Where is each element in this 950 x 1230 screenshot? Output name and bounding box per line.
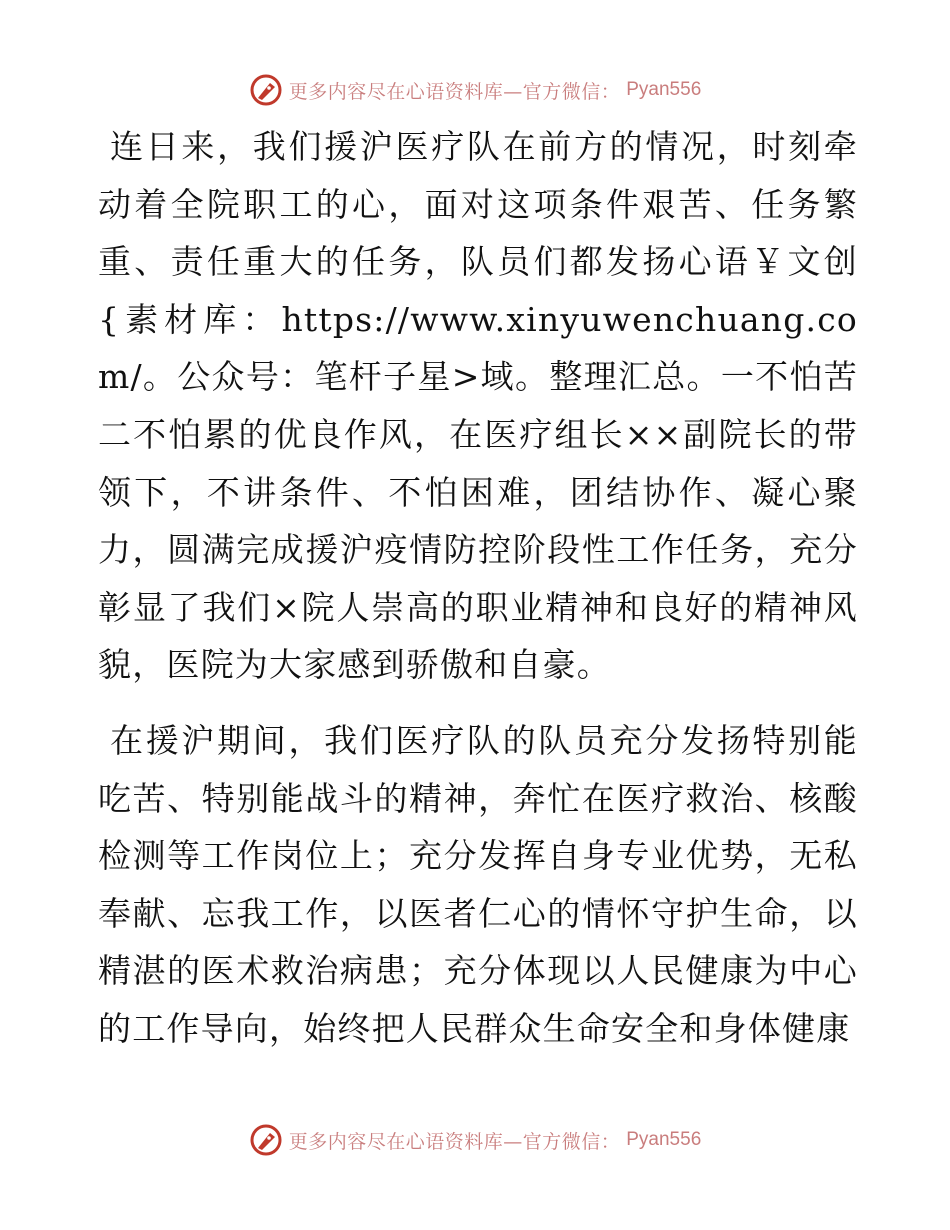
- watermark-text: 更多内容尽在心语资料库—官方微信：: [288, 1130, 621, 1153]
- pen-nib-circle-icon: [249, 73, 283, 107]
- watermark-wechat-id: Pyan556: [626, 79, 702, 100]
- watermark-text: 更多内容尽在心语资料库—官方微信：: [288, 80, 621, 103]
- document-body: [98, 118, 858, 1076]
- header-watermark: [0, 70, 950, 110]
- paragraph-1: 连日来，我们援沪医疗队在前方的情况，时刻牵动着全院职工的心，面对这项条件艰苦、任务繁重、责任重大的任务，队员们都发扬心语￥文创{素材库：https://www.xinyuwenchuang.com/。公众号：笔杆子星>域。整理汇总。一不怕苦二不怕累的优良作风，在医疗组长××副院长的带领下，不讲条件、不怕困难，团结协作、凝心聚力，圆满完成援沪疫情防控阶段性工作任务，充分彰显了我们×院人崇高的职业精神和良好的精神风貌，医院为大家感到骄傲和自豪。: [98, 127, 858, 685]
- footer-watermark: [0, 1120, 950, 1160]
- pen-nib-circle-icon: [249, 1123, 283, 1157]
- watermark-wechat-id: Pyan556: [626, 1129, 702, 1150]
- paragraph-2: 在援沪期间，我们医疗队的队员充分发扬特别能吃苦、特别能战斗的精神，奔忙在医疗救治、核酸检测等工作岗位上；充分发挥自身专业优势，无私奉献、忘我工作，以医者仁心的情怀守护生命，以精湛的医术救治病患；充分体现以人民健康为中心的工作导向，始终把人民群众生命安全和身体健康: [98, 720, 858, 1048]
